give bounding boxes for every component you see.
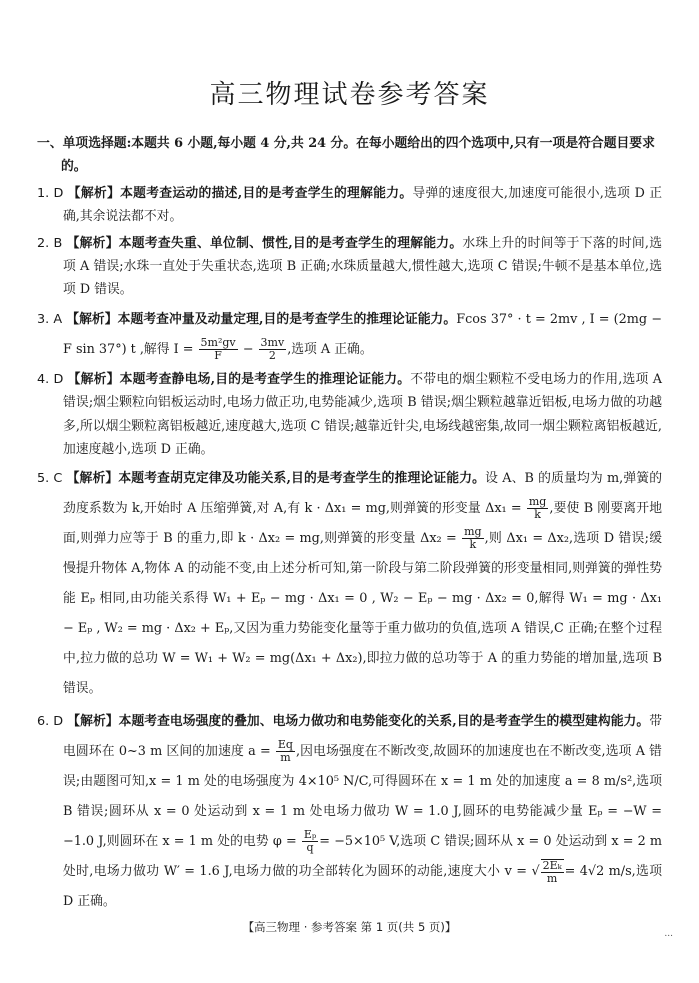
analysis-text: 设 A、B 的质量均为 m,弹簧的劲度系数为 k,开始时 A 压缩弹簧,对 A,有 k · Δx₁ = mg,则弹簧的形变量 Δx₁ = [63, 471, 663, 517]
fraction [302, 829, 318, 854]
fraction [259, 337, 287, 362]
numerator: Eₚ [303, 828, 317, 842]
fraction [199, 337, 238, 362]
fraction [462, 526, 483, 551]
corner-mark: ... [664, 929, 673, 939]
analysis-tag: 【解析】 [66, 311, 118, 327]
denominator: k [469, 538, 477, 552]
denominator: q [306, 841, 314, 855]
analysis-text: 水珠上升的时间等于下落的时间,选项 A 错误;水珠一直处于失重状态,选项 B 正确;水珠质量越大,惯性越大,选项 C 错误;牛顿不是基本单位,选项 D 错误。 [63, 235, 662, 298]
analysis-text: ,则 Δx₁ = Δx₂,选项 D 错误;缓慢提升物体 A,物体 A 的动能不变,由上述分析可知,第一阶段与第二阶段弹簧的形变量相同,则弹簧的弹性势能 Eₚ 相同,由功能关系得 W₁ + Eₚ − mg · Δx₁ = 0 , W₂ − Eₚ − mg · Δx₂ = 0,解得 W₁ = mg · Δx₁ − Eₚ , W₂ = mg · Δx₂ + Eₚ,又因为重力势能变化量等于重力做功的负值,选项 A 错误,C 正确;在整个过程中,拉力做的总功 W = W₁ + W₂ = mg(Δx₁ + Δx₂),即拉力做的总功等于 A 的重力势能的增加量,选项 B 错误。 [63, 531, 662, 697]
numerator: 3mv [260, 335, 285, 349]
denominator: m [546, 871, 558, 885]
answer-item-5 [37, 464, 662, 704]
answer-body [37, 132, 662, 920]
answer-item-4 [37, 368, 662, 462]
analysis-purpose: 本题考查胡克定律及功能关系,目的是考查学生的推理论证能力。 [118, 471, 486, 487]
answer-item-6 [37, 707, 662, 917]
analysis-tag: 【解析】 [67, 185, 121, 201]
sqrt-sign: √ [531, 864, 540, 880]
analysis-text: ,选项 A 正确。 [287, 341, 373, 357]
answer-number: 1. D [37, 185, 64, 201]
document-title: 高三物理试卷参考答案 [209, 80, 490, 110]
analysis-text: ,因电场强度在不断改变,故圆环的加速度也在不断改变,选项 A 错误;由题图可知,x = 1 m 处的电场强度为 4×10⁵ N/C,可得圆环在 x = 1 m 处的加速度 a = 8 m/s²,选项 B 错误;圆环从 x = 0 处运动到 x = 1 m 处电场力做功 W = 1.0 J,圆环的电势能减少量 Eₚ = −W = −1.0 J,则圆环在 x = 1 m 处的电势 φ = [63, 744, 662, 850]
analysis-tag: 【解析】 [67, 371, 120, 387]
section-heading: 一、单项选择题:本题共 6 小题,每小题 4 分,共 24 分。在每小题给出的四个选项中,只有一项是符合题目要求的。 [37, 136, 655, 175]
analysis-text: 2mv , I = (2mg − F sin 37°) t ,解得 I = [63, 311, 662, 357]
answer-number: 2. B [37, 235, 63, 251]
numerator: mg [528, 495, 547, 509]
analysis-tag: 【解析】 [66, 471, 119, 487]
analysis-purpose: 本题考查静电场,目的是考查学生的推理论证能力。 [119, 371, 411, 387]
fraction [527, 496, 548, 521]
analysis-text: 不带电的烟尘颗粒不受电场力的作用,选项 A 错误;烟尘颗粒向铝板运动时,电场力做正功,电势能减少,选项 B 错误;烟尘颗粒越靠近铝板,电场力做的功越多,所以烟尘颗粒离铝板越近,速度越大,选项 C 错误;越靠近针尖,电场线越密集,故同一烟尘颗粒离铝板越近,加速度越小,选项 D 正确。 [63, 371, 662, 458]
analysis-text: 导弹的速度很大,加速度可能很小,选项 D 正确,其余说法都不对。 [63, 185, 663, 225]
answer-number: 4. D [37, 371, 64, 387]
analysis-text: 带电圆环在 0~3 m 区间的加速度 a = [63, 714, 662, 760]
numerator: mg [464, 525, 482, 539]
analysis-text: Fcos 37° · t = [456, 311, 546, 327]
fraction [541, 859, 564, 885]
denominator: m [280, 751, 291, 765]
analysis-purpose: 本题考查运动的描述,目的是考查学生的理解能力。 [120, 185, 413, 201]
answer-item-3 [37, 305, 662, 365]
analysis-text: ,要使 B 刚要离开地面,则弹力应等于 B 的重力,即 k · Δx₂ = mg,则弹簧的形变量 Δx₂ = [63, 501, 662, 547]
denominator: k [534, 508, 541, 522]
answer-item-1 [37, 182, 662, 229]
numerator: Eq [277, 738, 293, 752]
analysis-tag: 【解析】 [66, 235, 119, 251]
fraction [276, 739, 295, 764]
minus-sign: − [242, 341, 254, 357]
analysis-purpose: 本题考查冲量及动量定理,目的是考查学生的推理论证能力。 [117, 311, 457, 327]
analysis-purpose: 本题考查电场强度的叠加、电场力做功和电势能变化的关系,目的是考查学生的模型建构能力。 [118, 714, 650, 730]
analysis-purpose: 本题考查失重、单位制、惯性,目的是考查学生的理解能力。 [118, 235, 463, 251]
denominator: F [214, 348, 222, 362]
answer-number: 6. D [37, 714, 64, 730]
analysis-tag: 【解析】 [67, 714, 119, 730]
numerator: 5m²gv [200, 335, 236, 349]
answer-number: 3. A [37, 311, 63, 327]
denominator: 2 [268, 348, 276, 362]
page-footer: 【高三物理 · 参考答案 第 1 页(共 5 页)】 [242, 920, 457, 934]
analysis-text: = 4√2 m/s,选项 D 正确。 [63, 864, 662, 910]
answer-number: 5. C [37, 471, 63, 487]
answer-item-2 [37, 232, 662, 302]
numerator: 2Eₖ [542, 858, 562, 872]
analysis-text: = −5×10⁵ V,选项 C 错误;圆环从 x = 0 处运动到 x = 2 m 处时,电场力做功 W′ = 1.6 J,电场力做的功全部转化为圆环的动能,速度大小 v = [63, 834, 662, 880]
